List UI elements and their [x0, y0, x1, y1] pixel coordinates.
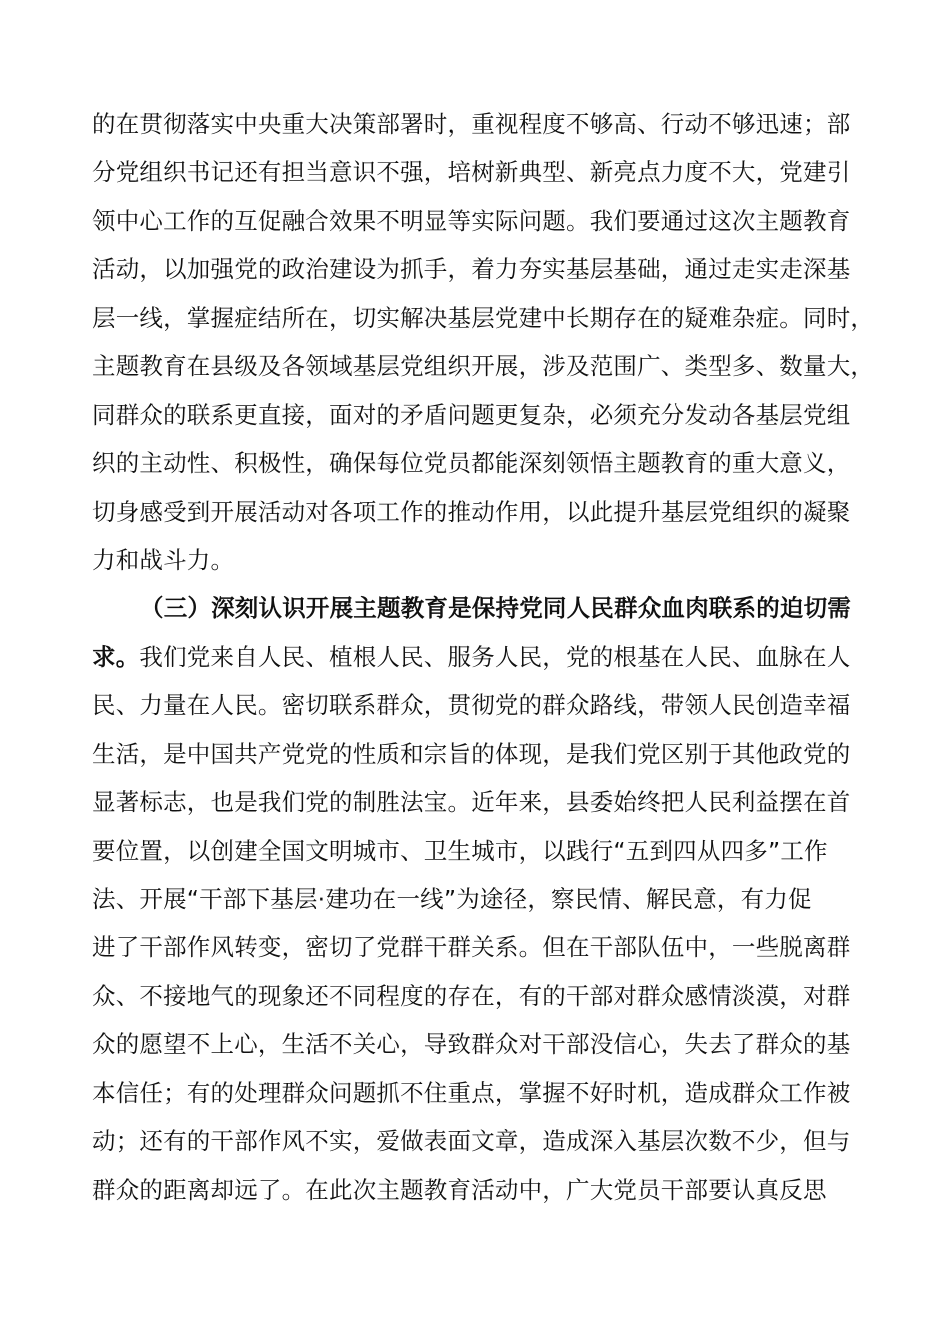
text-line: 法、开展“干部下基层·建功在一线”为途径，察民情、解民意，有力促: [92, 885, 812, 913]
text-line: 层一线，掌握症结所在，切实解决基层党建中长期存在的疑难杂症。同时，: [92, 303, 875, 332]
text-line: 切身感受到开展活动对各项工作的推动作用，以此提升基层党组织的凝聚: [92, 497, 851, 526]
text-line: 众、不接地气的现象还不同程度的存在，有的干部对群众感情淡漠，对群: [92, 981, 851, 1010]
heading-continuation-line: [92, 637, 872, 685]
text-line: 进了干部作风转变，密切了党群干群关系。但在干部队伍中，一些脱离群: [92, 933, 851, 962]
paragraph-start: 我们党来自人民、植根人民、服务人民，党的根基在人民、血脉在人: [139, 642, 851, 671]
text-line: 显著标志，也是我们党的制胜法宝。近年来，县委始终把人民利益摆在首: [92, 788, 851, 817]
text-line: 民、力量在人民。密切联系群众，贯彻党的群众路线，带领人民创造幸福: [92, 691, 851, 720]
text-line: 活动，以加强党的政治建设为抓手，着力夯实基层基础，通过走实走深基: [92, 255, 851, 284]
heading-tail: 求。: [92, 642, 140, 671]
text-line: 的在贯彻落实中央重大决策部署时，重视程度不够高、行动不够迅速；部: [92, 110, 851, 138]
text-line: 动；还有的干部作风不实，爱做表面文章，造成深入基层次数不少，但与: [92, 1127, 851, 1156]
text-line: 群众的距离却远了。在此次主题教育活动中，广大党员干部要认真反思: [92, 1175, 827, 1204]
section-heading: （三）深刻认识开展主题教育是保持党同人民群众血肉联系的迫切需: [140, 594, 851, 623]
text-line: 众的愿望不上心，生活不关心，导致群众对干部没信心，失去了群众的基: [92, 1030, 851, 1059]
text-line: 分党组织书记还有担当意识不强，培树新典型、新亮点力度不大，党建引: [92, 158, 851, 187]
text-line: 主题教育在县级及各领域基层党组织开展，涉及范围广、类型多、数量大，: [92, 352, 875, 381]
text-line: 领中心工作的互促融合效果不明显等实际问题。我们要通过这次主题教育: [92, 206, 851, 235]
text-line: 同群众的联系更直接，面对的矛盾问题更复杂，必须充分发动各基层党组: [92, 400, 851, 429]
text-line: 生活，是中国共产党党的性质和宗旨的体现，是我们党区别于其他政党的: [92, 739, 851, 768]
text-line: 本信任；有的处理群众问题抓不住重点，掌握不好时机，造成群众工作被: [92, 1078, 851, 1107]
text-line: 要位置，以创建全国文明城市、卫生城市，以践行“五到四从四多”工作: [92, 836, 828, 865]
text-line: 织的主动性、积极性，确保每位党员都能深刻领悟主题教育的重大意义，: [92, 449, 851, 478]
body-text: [92, 104, 875, 1218]
text-line: 力和战斗力。: [92, 545, 235, 574]
